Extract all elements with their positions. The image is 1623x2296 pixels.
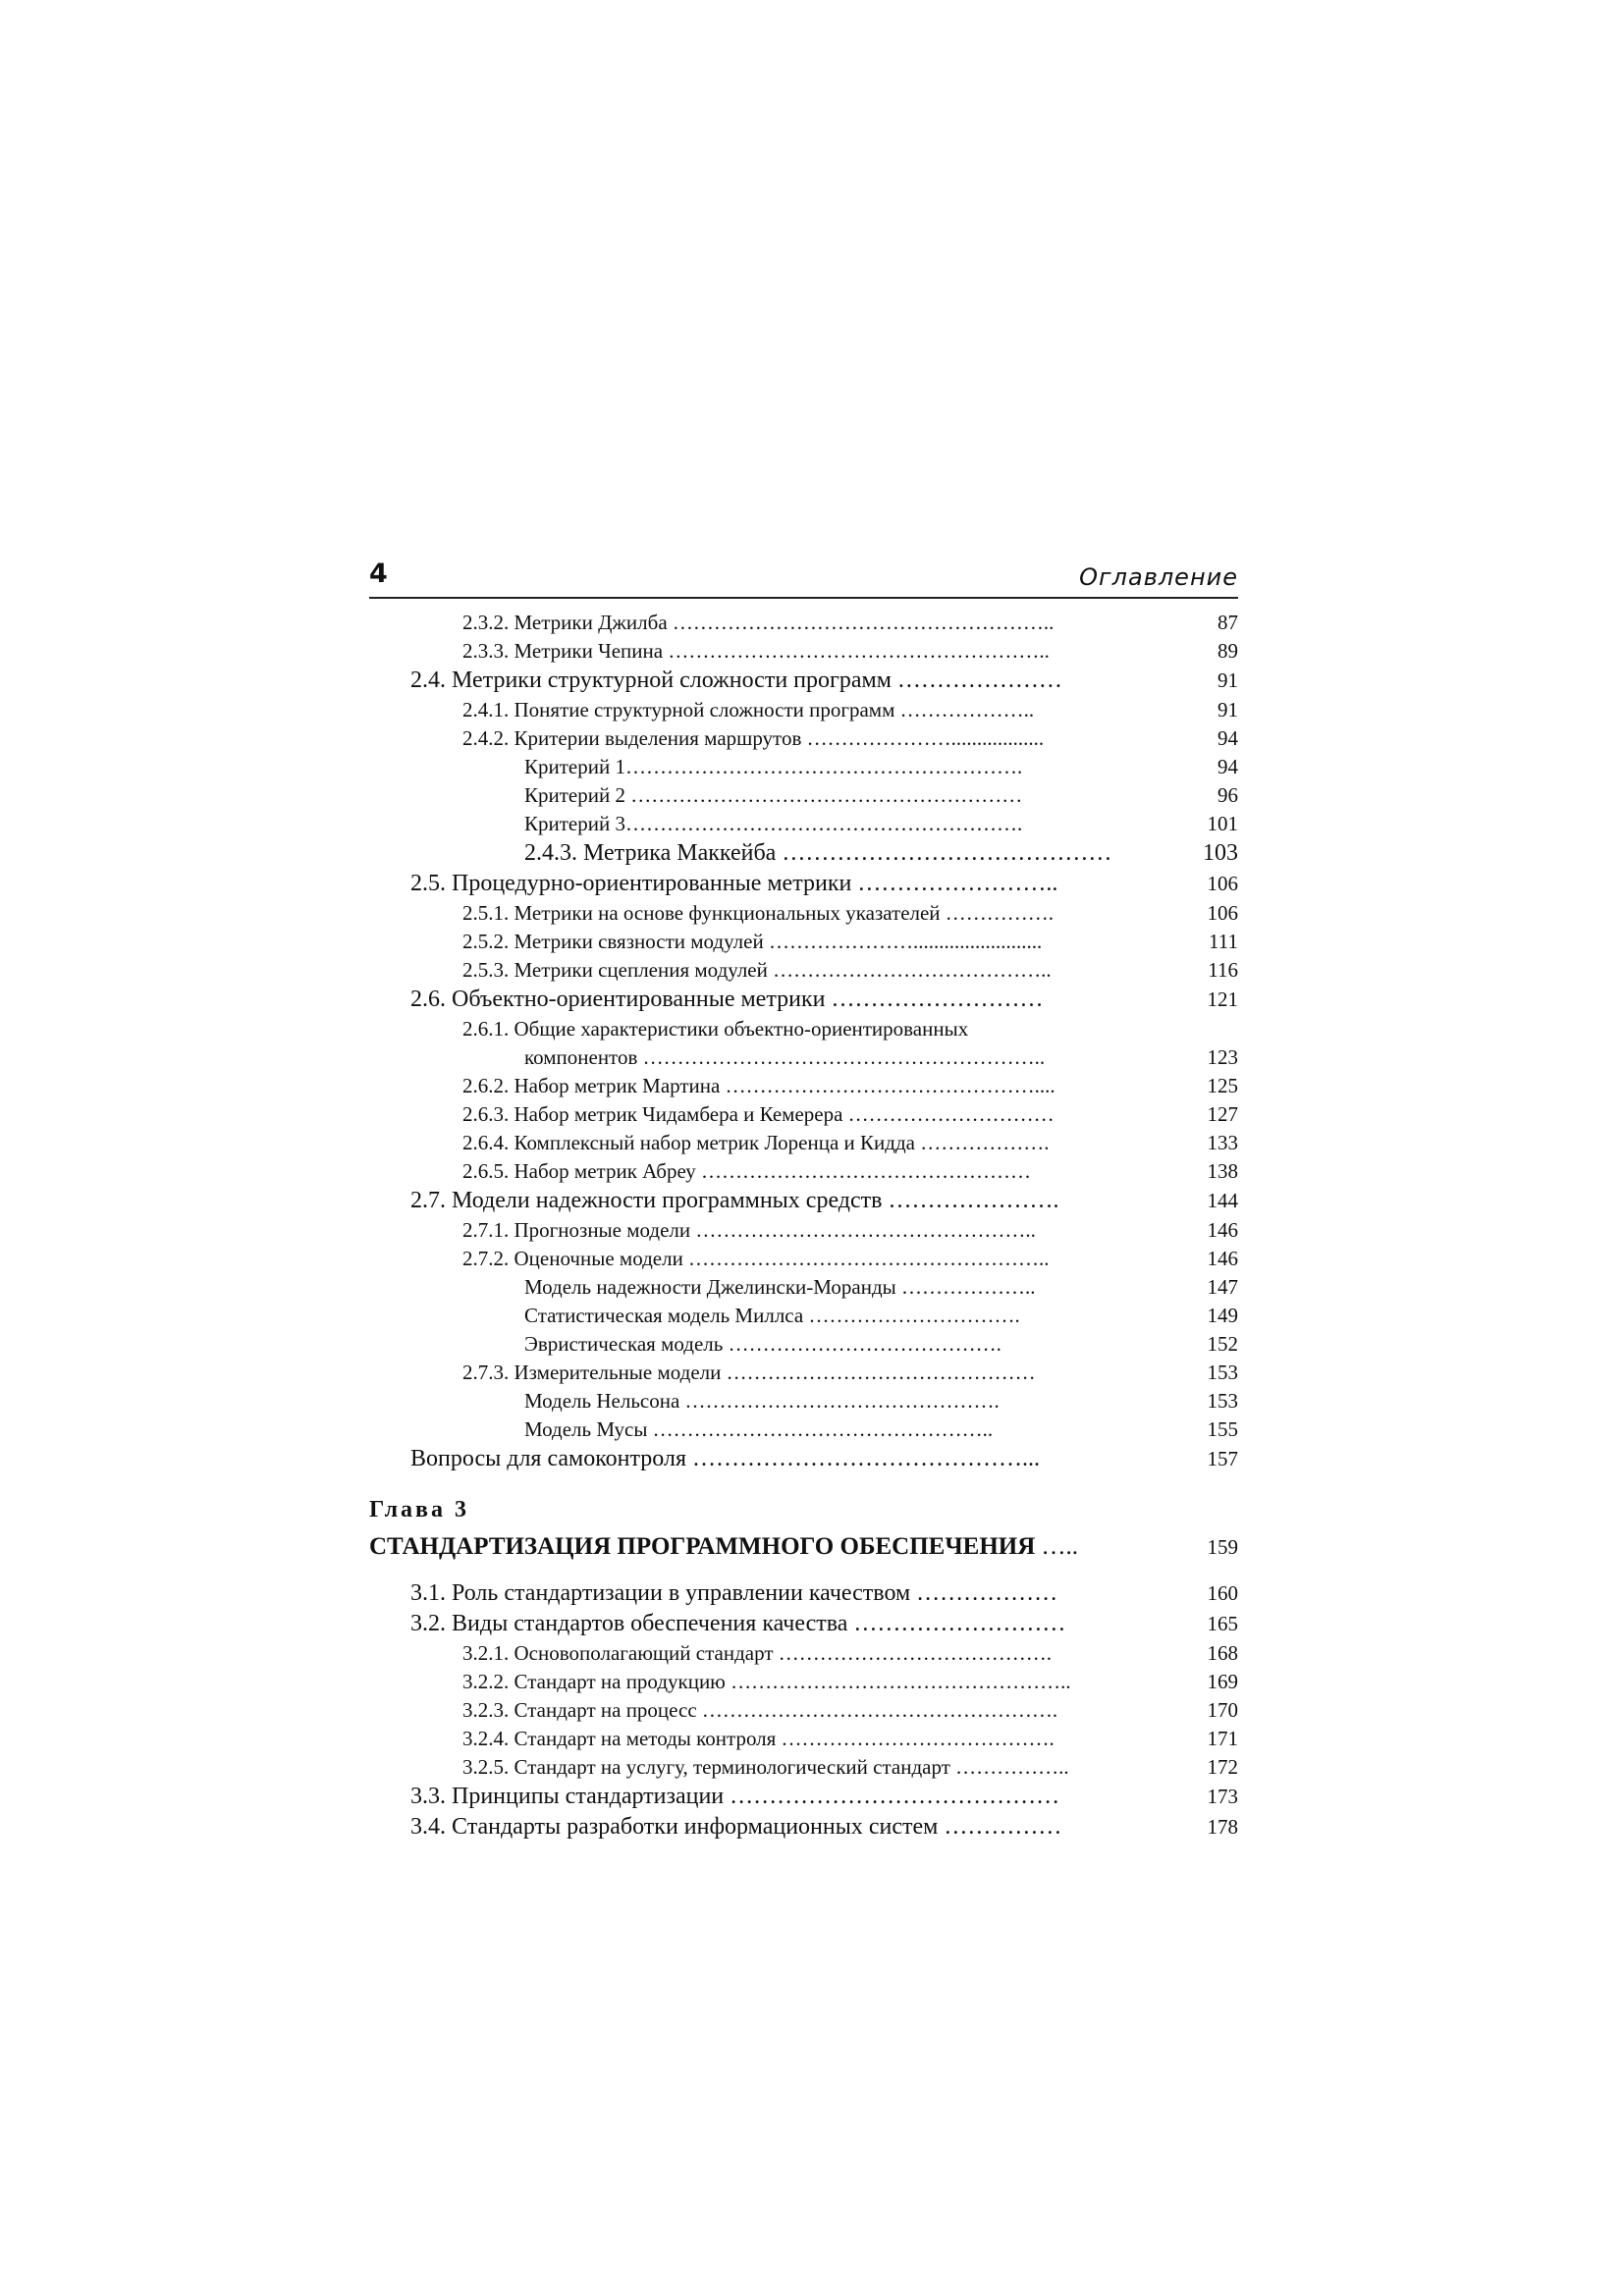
toc-entry-page: 91 xyxy=(1217,698,1238,721)
toc-entry-page: 153 xyxy=(1207,1361,1238,1384)
toc-entry-title: 2.5. Процедурно-ориентированные метрики …………………….. xyxy=(410,871,1058,896)
toc-entry-title: 3.3. Принципы стандартизации …………………………………… xyxy=(410,1784,1060,1809)
toc-entry-title: 3.2.3. Стандарт на процесс ……………………………………………. xyxy=(462,1698,1058,1722)
toc-entry xyxy=(369,1782,1238,1812)
toc-entry xyxy=(369,1668,1238,1696)
toc-entry-title: 2.6.4. Комплексный набор метрик Лоренца и Кидда ………………. xyxy=(462,1131,1050,1154)
toc-entry-page: 160 xyxy=(1207,1581,1238,1605)
toc-entry xyxy=(369,1609,1238,1639)
toc-entry-title: 3.1. Роль стандартизации в управлении качеством ……………… xyxy=(410,1580,1058,1606)
toc-entry-page: 155 xyxy=(1207,1417,1238,1441)
toc-entry-page: 133 xyxy=(1207,1131,1238,1154)
toc-entry-title: Модель Нельсона ………………………………………. xyxy=(524,1389,1000,1413)
toc-entry-title: 2.6. Объектно-ориентированные метрики ……………………… xyxy=(410,987,1044,1012)
toc-entry-title: 2.5.3. Метрики сцепления модулей ………………………………….. xyxy=(462,958,1052,982)
table-of-contents xyxy=(369,609,1238,1842)
toc-entry-page: 116 xyxy=(1208,958,1238,982)
toc-entry-page: 149 xyxy=(1207,1304,1238,1327)
toc-entry-title: Модель Мусы ………………………………………….. xyxy=(524,1417,994,1441)
toc-entry-page: 106 xyxy=(1207,901,1238,925)
toc-entry-title: 2.6.5. Набор метрик Абреу ………………………………………… xyxy=(462,1159,1031,1183)
toc-entry xyxy=(369,838,1238,869)
toc-entry-title: 2.4.1. Понятие структурной сложности программ ……………….. xyxy=(462,698,1035,721)
toc-entry-page: 94 xyxy=(1217,755,1238,778)
toc-entry xyxy=(369,1639,1238,1668)
toc-entry-title: 2.4.3. Метрика Маккейба …………………………………… xyxy=(524,840,1112,866)
toc-entry-title: 3.4. Стандарты разработки информационных систем …………… xyxy=(410,1814,1062,1840)
toc-entry-title: 3.2.4. Стандарт на методы контроля …………………………………. xyxy=(462,1727,1055,1750)
toc-entry-page: 101 xyxy=(1207,812,1238,835)
chapter-label: Глава 3 xyxy=(369,1497,469,1522)
toc-entry-page: 91 xyxy=(1217,668,1238,692)
toc-entry xyxy=(369,1415,1238,1444)
toc-entry xyxy=(369,724,1238,753)
chapter-title xyxy=(369,1533,1179,1561)
toc-entry xyxy=(369,985,1238,1015)
chapter-title-leader: ….. xyxy=(1035,1533,1079,1560)
toc-entry xyxy=(369,956,1238,985)
toc-entry xyxy=(369,1015,1238,1043)
toc-entry-page: 121 xyxy=(1207,988,1238,1011)
toc-entry xyxy=(369,899,1238,928)
toc-entry-title: 3.2.1. Основополагающий стандарт …………………………………. xyxy=(462,1641,1052,1665)
toc-entry-title: 3.2.2. Стандарт на продукцию ………………………………………….. xyxy=(462,1670,1071,1693)
chapter-title-row xyxy=(369,1533,1238,1561)
toc-entry-page: 96 xyxy=(1217,783,1238,807)
toc-entry-title: 3.2. Виды стандартов обеспечения качества ……………………… xyxy=(410,1611,1066,1636)
toc-entry-title: 2.6.3. Набор метрик Чидамбера и Кемерера ………………………… xyxy=(462,1102,1055,1126)
toc-entry-title: Критерий 1…………………………………………………. xyxy=(524,755,1023,778)
toc-entry xyxy=(369,696,1238,724)
toc-entry xyxy=(369,609,1238,637)
toc-entry-title: 3.2.5. Стандарт на услугу, терминологический стандарт …………….. xyxy=(462,1755,1069,1779)
toc-entry-page: 165 xyxy=(1207,1612,1238,1635)
toc-entry xyxy=(369,1359,1238,1387)
toc-entry xyxy=(369,637,1238,666)
toc-entry xyxy=(369,1043,1238,1072)
toc-entry xyxy=(369,1812,1238,1842)
toc-entry-title: 2.4. Метрики структурной сложности программ ………………… xyxy=(410,667,1062,693)
toc-entry-page: 170 xyxy=(1207,1698,1238,1722)
toc-entry-page: 144 xyxy=(1207,1189,1238,1212)
toc-entry-title: Критерий 2 ………………………………………………… xyxy=(524,783,1023,807)
toc-entry-title: Модель надежности Джелински-Моранды ……………….. xyxy=(524,1275,1036,1299)
toc-entry xyxy=(369,1273,1238,1302)
toc-entry-title: Вопросы для самоконтроля ……………………………………... xyxy=(410,1446,1041,1471)
toc-entry-title: 2.3.3. Метрики Чепина ……………………………………………….. xyxy=(462,639,1050,663)
toc-entry-title: 2.7. Модели надежности программных средств …………………. xyxy=(410,1188,1059,1213)
toc-entry-page: 111 xyxy=(1209,930,1238,953)
toc-entry-page: 106 xyxy=(1207,872,1238,895)
toc-entry-title: 2.4.2. Критерии выделения маршрутов ………………….................. xyxy=(462,726,1045,750)
toc-entry xyxy=(369,1725,1238,1753)
book-page xyxy=(369,558,1238,1932)
toc-entry-page: 94 xyxy=(1217,726,1238,750)
toc-entry xyxy=(369,1302,1238,1330)
toc-entry xyxy=(369,1578,1238,1609)
toc-entry xyxy=(369,1387,1238,1415)
toc-entry xyxy=(369,1129,1238,1157)
toc-entry xyxy=(369,1330,1238,1359)
chapter-page-number: 159 xyxy=(1207,1535,1238,1559)
toc-entry xyxy=(369,1753,1238,1782)
toc-entry-page: 173 xyxy=(1207,1785,1238,1808)
toc-entry-page: 87 xyxy=(1217,611,1238,634)
toc-entry-page: 146 xyxy=(1207,1218,1238,1242)
toc-entry-page: 168 xyxy=(1207,1641,1238,1665)
toc-entry-page: 172 xyxy=(1207,1755,1238,1779)
toc-entry xyxy=(369,1157,1238,1186)
toc-entry xyxy=(369,666,1238,696)
toc-entry-page: 127 xyxy=(1207,1102,1238,1126)
toc-entry xyxy=(369,781,1238,810)
page-header xyxy=(369,558,1238,599)
toc-entry-page: 103 xyxy=(1203,840,1238,866)
toc-entry-title: компонентов ………………………………………………….. xyxy=(524,1045,1046,1069)
toc-entry xyxy=(369,1072,1238,1100)
toc-entry xyxy=(369,810,1238,838)
toc-entry-page: 178 xyxy=(1207,1815,1238,1839)
toc-entry xyxy=(369,1216,1238,1245)
toc-entry-page: 171 xyxy=(1207,1727,1238,1750)
toc-entry xyxy=(369,1100,1238,1129)
toc-entry-page: 147 xyxy=(1207,1275,1238,1299)
toc-entry-page: 138 xyxy=(1207,1159,1238,1183)
toc-entry-page: 153 xyxy=(1207,1389,1238,1413)
toc-entry-title: Эвристическая модель …………………………………. xyxy=(524,1332,1001,1356)
toc-entry xyxy=(369,928,1238,956)
page-number: 4 xyxy=(369,559,388,589)
toc-entry xyxy=(369,1444,1238,1474)
toc-entry-page: 125 xyxy=(1207,1074,1238,1097)
toc-entry-title: 2.7.2. Оценочные модели …………………………………………….. xyxy=(462,1247,1050,1270)
toc-entry-title: 2.6.2. Набор метрик Мартина ……………………………………….... xyxy=(462,1074,1055,1097)
running-title: Оглавление xyxy=(1079,563,1238,591)
toc-entry xyxy=(369,1696,1238,1725)
toc-entry-page: 89 xyxy=(1217,639,1238,663)
toc-entry-title: 2.7.3. Измерительные модели ……………………………………… xyxy=(462,1361,1036,1384)
toc-entry xyxy=(369,869,1238,899)
toc-entry-title: 2.5.1. Метрики на основе функциональных указателей ……………. xyxy=(462,901,1055,925)
toc-section-chapter-3 xyxy=(369,1578,1238,1842)
toc-entry-page: 169 xyxy=(1207,1670,1238,1693)
toc-entry xyxy=(369,753,1238,781)
toc-entry-title: 2.6.1. Общие характеристики объектно-ориентированных xyxy=(462,1017,969,1041)
toc-entry-page: 123 xyxy=(1207,1045,1238,1069)
toc-entry-page: 152 xyxy=(1207,1332,1238,1356)
toc-section-chapter-2 xyxy=(369,609,1238,1474)
toc-entry-title: 2.7.1. Прогнозные модели ………………………………………….. xyxy=(462,1218,1036,1242)
toc-entry-page: 157 xyxy=(1207,1447,1238,1470)
toc-entry xyxy=(369,1186,1238,1216)
toc-entry-title: Статистическая модель Миллса …………………………. xyxy=(524,1304,1020,1327)
toc-entry-title: 2.3.2. Метрики Джилба ……………………………………………….. xyxy=(462,611,1055,634)
toc-entry-page: 146 xyxy=(1207,1247,1238,1270)
toc-entry xyxy=(369,1245,1238,1273)
toc-entry-title: 2.5.2. Метрики связности модулей …………………......................... xyxy=(462,930,1043,953)
toc-entry-title: Критерий 3…………………………………………………. xyxy=(524,812,1023,835)
chapter-title-text: СТАНДАРТИЗАЦИЯ ПРОГРАММНОГО ОБЕСПЕЧЕНИЯ xyxy=(369,1533,1036,1560)
